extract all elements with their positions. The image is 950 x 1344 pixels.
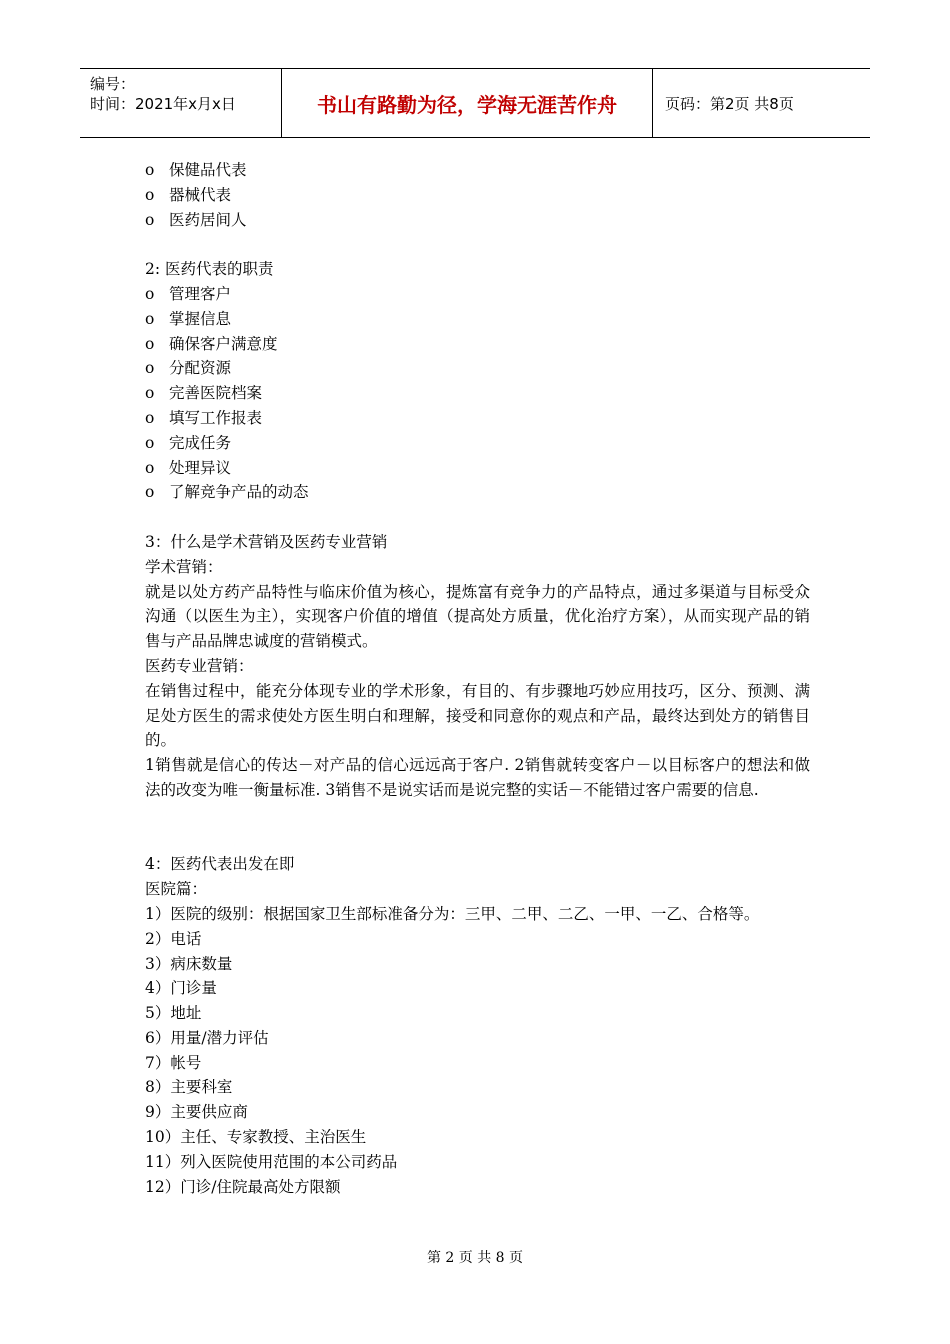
list-item-text: 完成任务 xyxy=(169,433,232,452)
list-item-text: 医药居间人 xyxy=(169,210,247,229)
list-item xyxy=(145,356,810,381)
page-info: 页码：第2页 共8页 xyxy=(665,94,794,113)
list-item-text: 确保客户满意度 xyxy=(169,334,278,353)
motto: 书山有路勤为径，学海无涯苦作舟 xyxy=(282,69,653,137)
list-item-text: 掌握信息 xyxy=(169,309,232,328)
section-title: 4：医药代表出发在即 xyxy=(145,855,295,874)
document-body xyxy=(145,158,810,1199)
numbered-item: 3）病床数量 xyxy=(145,954,233,973)
page-header xyxy=(80,68,870,138)
bullet-marker: o xyxy=(145,185,155,204)
bullet-marker: o xyxy=(145,334,155,353)
bullet-marker: o xyxy=(145,359,155,378)
academic-marketing-text: 就是以处方药产品特性与临床价值为核心，提炼富有竞争力的产品特点，通过多渠道与目标受众沟通（以医生为主），实现客户价值的增值（提高处方质量，优化治疗方案），从而实现产品的销售与产品品牌忠诚度的营销模式。 xyxy=(145,582,810,651)
list-item xyxy=(145,480,810,505)
list-item xyxy=(145,282,810,307)
numbered-item: 4）门诊量 xyxy=(145,979,217,998)
date-label: 时间：2021年x月x日 xyxy=(90,95,236,113)
bullet-marker: o xyxy=(145,210,155,229)
list-item xyxy=(145,431,810,456)
list-item-text: 保健品代表 xyxy=(169,161,247,179)
list-item xyxy=(145,208,810,233)
list-item-text: 管理客户 xyxy=(169,284,232,303)
bullet-marker: o xyxy=(145,309,155,328)
numbered-item: 9）主要供应商 xyxy=(145,1103,248,1122)
numbered-item: 8）主要科室 xyxy=(145,1078,233,1097)
numbered-item: 5）地址 xyxy=(145,1004,202,1023)
list-item-text: 分配资源 xyxy=(169,359,232,378)
numbered-item: 6）用量/潜力评估 xyxy=(145,1028,269,1047)
bullet-marker: o xyxy=(145,483,155,502)
number-label: 编号： xyxy=(90,75,136,93)
academic-marketing-label: 学术营销： xyxy=(145,557,223,576)
numbered-item: 7）帐号 xyxy=(145,1053,202,1072)
list-item-text: 填写工作报表 xyxy=(169,408,263,427)
bullet-marker: o xyxy=(145,458,155,477)
list-item xyxy=(145,456,810,481)
numbered-item: 2）电话 xyxy=(145,929,202,948)
numbered-item: 11）列入医院使用范围的本公司药品 xyxy=(145,1152,398,1171)
list-item xyxy=(145,307,810,332)
bullet-marker: o xyxy=(145,408,155,427)
sales-notes: 1销售就是信心的传达－对产品的信心远远高于客户. 2销售就转变客户－以目标客户的想法和做法的改变为唯一衡量标准. 3销售不是说实话而是说完整的实话－不能错过客户需要的信息. xyxy=(145,756,810,799)
list-item xyxy=(145,381,810,406)
numbered-item: 12）门诊/住院最高处方限额 xyxy=(145,1177,341,1196)
pro-marketing-text: 在销售过程中，能充分体现专业的学术形象，有目的、有步骤地巧妙应用技巧，区分、预测、满足处方医生的需求使处方医生明白和理解，接受和同意你的观点和产品，最终达到处方的销售目的。 xyxy=(145,681,810,750)
list-item-text: 处理异议 xyxy=(169,458,232,477)
list-item xyxy=(145,158,810,183)
bullet-marker: o xyxy=(145,433,155,452)
pro-marketing-label: 医药专业营销： xyxy=(145,656,254,675)
list-item-text: 器械代表 xyxy=(169,185,232,204)
numbered-item: 10）主任、专家教授、主治医生 xyxy=(145,1128,367,1147)
bullet-marker: o xyxy=(145,384,155,403)
bullet-marker: o xyxy=(145,284,155,303)
list-item xyxy=(145,406,810,431)
section-title: 2: 医药代表的职责 xyxy=(145,260,274,279)
page-footer: 第 2 页 共 8 页 xyxy=(426,1250,524,1266)
list-item xyxy=(145,183,810,208)
list-item-text: 了解竞争产品的动态 xyxy=(169,483,309,502)
list-item xyxy=(145,332,810,357)
section-subtitle: 医院篇： xyxy=(145,880,208,899)
section-title: 3：什么是学术营销及医药专业营销 xyxy=(145,532,388,551)
list-item-text: 完善医院档案 xyxy=(169,384,263,403)
header-left-cell xyxy=(80,69,282,137)
bullet-marker: o xyxy=(145,161,155,179)
numbered-item: 1）医院的级别：根据国家卫生部标准备分为：三甲、二甲、二乙、一甲、一乙、合格等。 xyxy=(145,904,760,923)
